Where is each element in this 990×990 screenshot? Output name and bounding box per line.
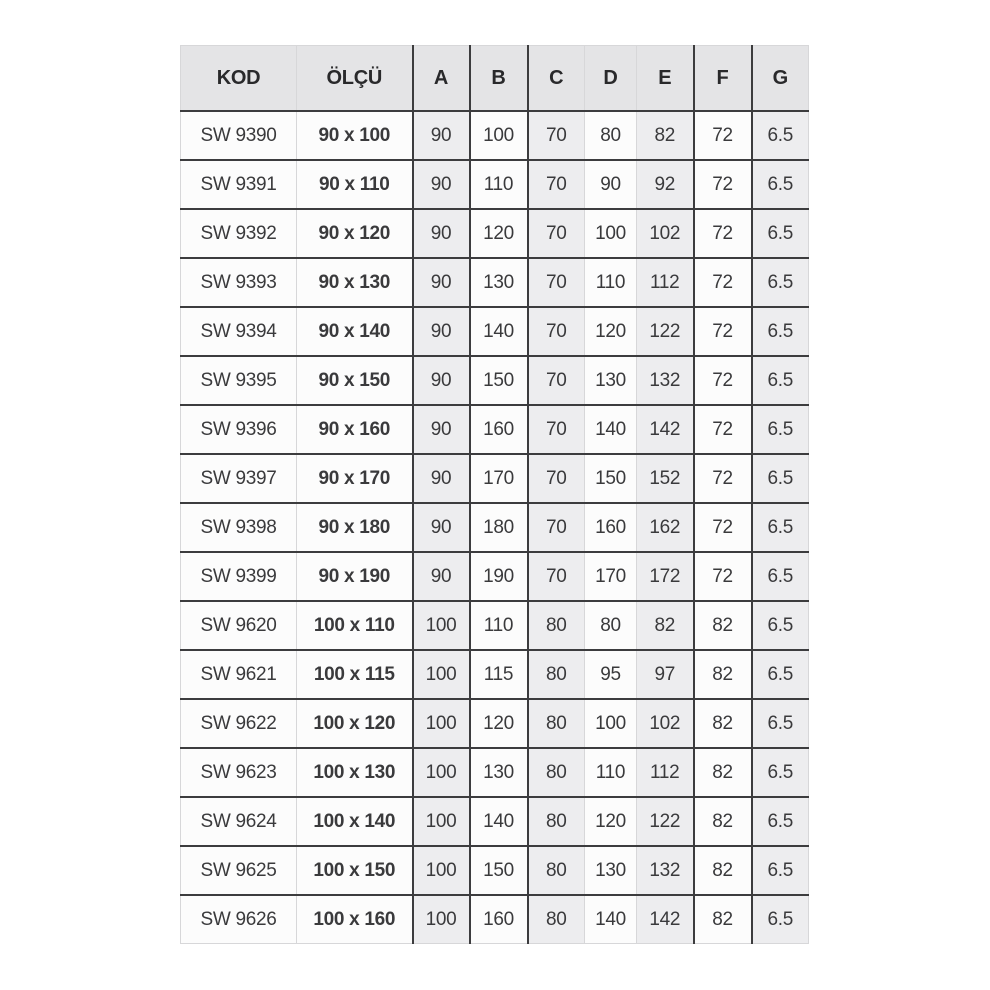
f-cell: 72 — [694, 356, 752, 405]
d-cell: 120 — [585, 797, 637, 846]
kod-cell: SW 9625 — [181, 846, 297, 895]
c-cell: 80 — [528, 699, 585, 748]
kod-cell: SW 9391 — [181, 160, 297, 209]
header-row — [181, 46, 809, 112]
g-cell: 6.5 — [752, 650, 809, 699]
b-cell: 170 — [470, 454, 528, 503]
f-cell: 72 — [694, 307, 752, 356]
b-cell: 160 — [470, 405, 528, 454]
a-cell: 100 — [413, 650, 470, 699]
b-cell: 150 — [470, 356, 528, 405]
e-cell: 82 — [637, 111, 694, 160]
spec-table — [180, 45, 809, 944]
c-cell: 80 — [528, 601, 585, 650]
table-row — [181, 601, 809, 650]
kod-cell: SW 9623 — [181, 748, 297, 797]
e-cell: 162 — [637, 503, 694, 552]
g-cell: 6.5 — [752, 258, 809, 307]
table-row — [181, 650, 809, 699]
g-cell: 6.5 — [752, 209, 809, 258]
olcu-cell: 100 x 120 — [297, 699, 413, 748]
e-cell: 132 — [637, 356, 694, 405]
d-cell: 120 — [585, 307, 637, 356]
kod-cell: SW 9624 — [181, 797, 297, 846]
a-cell: 100 — [413, 748, 470, 797]
g-cell: 6.5 — [752, 356, 809, 405]
olcu-cell: 100 x 115 — [297, 650, 413, 699]
olcu-cell: 90 x 160 — [297, 405, 413, 454]
e-cell: 122 — [637, 797, 694, 846]
table-row — [181, 258, 809, 307]
table-row — [181, 748, 809, 797]
f-cell: 82 — [694, 601, 752, 650]
table-row — [181, 405, 809, 454]
b-cell: 100 — [470, 111, 528, 160]
table-row — [181, 503, 809, 552]
kod-cell: SW 9396 — [181, 405, 297, 454]
column-header-f: F — [694, 46, 752, 112]
column-header-kod: KOD — [181, 46, 297, 112]
g-cell: 6.5 — [752, 748, 809, 797]
b-cell: 115 — [470, 650, 528, 699]
c-cell: 70 — [528, 160, 585, 209]
g-cell: 6.5 — [752, 503, 809, 552]
table-row — [181, 797, 809, 846]
c-cell: 80 — [528, 797, 585, 846]
e-cell: 97 — [637, 650, 694, 699]
column-header-c: C — [528, 46, 585, 112]
b-cell: 190 — [470, 552, 528, 601]
c-cell: 70 — [528, 111, 585, 160]
a-cell: 90 — [413, 405, 470, 454]
a-cell: 90 — [413, 454, 470, 503]
table-row — [181, 111, 809, 160]
f-cell: 82 — [694, 748, 752, 797]
a-cell: 100 — [413, 601, 470, 650]
a-cell: 100 — [413, 797, 470, 846]
column-header-e: E — [637, 46, 694, 112]
b-cell: 120 — [470, 209, 528, 258]
a-cell: 90 — [413, 160, 470, 209]
table-row — [181, 699, 809, 748]
g-cell: 6.5 — [752, 895, 809, 944]
b-cell: 110 — [470, 160, 528, 209]
e-cell: 142 — [637, 895, 694, 944]
olcu-cell: 90 x 120 — [297, 209, 413, 258]
olcu-cell: 100 x 160 — [297, 895, 413, 944]
table-row — [181, 454, 809, 503]
kod-cell: SW 9390 — [181, 111, 297, 160]
b-cell: 110 — [470, 601, 528, 650]
table-row — [181, 552, 809, 601]
d-cell: 140 — [585, 895, 637, 944]
a-cell: 90 — [413, 356, 470, 405]
c-cell: 70 — [528, 454, 585, 503]
e-cell: 112 — [637, 258, 694, 307]
g-cell: 6.5 — [752, 601, 809, 650]
b-cell: 130 — [470, 258, 528, 307]
f-cell: 72 — [694, 503, 752, 552]
table-row — [181, 895, 809, 944]
d-cell: 130 — [585, 356, 637, 405]
g-cell: 6.5 — [752, 454, 809, 503]
f-cell: 82 — [694, 650, 752, 699]
b-cell: 140 — [470, 307, 528, 356]
column-header-d: D — [585, 46, 637, 112]
d-cell: 110 — [585, 748, 637, 797]
b-cell: 160 — [470, 895, 528, 944]
olcu-cell: 90 x 180 — [297, 503, 413, 552]
d-cell: 100 — [585, 699, 637, 748]
table-row — [181, 209, 809, 258]
c-cell: 80 — [528, 846, 585, 895]
a-cell: 100 — [413, 846, 470, 895]
a-cell: 90 — [413, 258, 470, 307]
d-cell: 80 — [585, 601, 637, 650]
g-cell: 6.5 — [752, 846, 809, 895]
g-cell: 6.5 — [752, 307, 809, 356]
e-cell: 92 — [637, 160, 694, 209]
f-cell: 72 — [694, 552, 752, 601]
a-cell: 100 — [413, 699, 470, 748]
kod-cell: SW 9392 — [181, 209, 297, 258]
f-cell: 82 — [694, 895, 752, 944]
column-header-g: G — [752, 46, 809, 112]
olcu-cell: 100 x 150 — [297, 846, 413, 895]
e-cell: 82 — [637, 601, 694, 650]
table-body — [181, 111, 809, 944]
e-cell: 102 — [637, 699, 694, 748]
kod-cell: SW 9620 — [181, 601, 297, 650]
b-cell: 130 — [470, 748, 528, 797]
d-cell: 170 — [585, 552, 637, 601]
kod-cell: SW 9626 — [181, 895, 297, 944]
kod-cell: SW 9398 — [181, 503, 297, 552]
d-cell: 90 — [585, 160, 637, 209]
d-cell: 80 — [585, 111, 637, 160]
d-cell: 140 — [585, 405, 637, 454]
column-header-olcu: ÖLÇÜ — [297, 46, 413, 112]
g-cell: 6.5 — [752, 111, 809, 160]
a-cell: 100 — [413, 895, 470, 944]
olcu-cell: 90 x 140 — [297, 307, 413, 356]
d-cell: 110 — [585, 258, 637, 307]
olcu-cell: 90 x 130 — [297, 258, 413, 307]
g-cell: 6.5 — [752, 405, 809, 454]
kod-cell: SW 9397 — [181, 454, 297, 503]
g-cell: 6.5 — [752, 552, 809, 601]
g-cell: 6.5 — [752, 160, 809, 209]
c-cell: 70 — [528, 503, 585, 552]
olcu-cell: 100 x 130 — [297, 748, 413, 797]
kod-cell: SW 9394 — [181, 307, 297, 356]
f-cell: 82 — [694, 846, 752, 895]
c-cell: 70 — [528, 258, 585, 307]
e-cell: 172 — [637, 552, 694, 601]
a-cell: 90 — [413, 111, 470, 160]
e-cell: 152 — [637, 454, 694, 503]
olcu-cell: 100 x 110 — [297, 601, 413, 650]
olcu-cell: 90 x 190 — [297, 552, 413, 601]
f-cell: 72 — [694, 405, 752, 454]
c-cell: 70 — [528, 307, 585, 356]
olcu-cell: 90 x 110 — [297, 160, 413, 209]
f-cell: 72 — [694, 454, 752, 503]
kod-cell: SW 9621 — [181, 650, 297, 699]
d-cell: 160 — [585, 503, 637, 552]
f-cell: 72 — [694, 111, 752, 160]
e-cell: 112 — [637, 748, 694, 797]
olcu-cell: 100 x 140 — [297, 797, 413, 846]
c-cell: 70 — [528, 209, 585, 258]
e-cell: 122 — [637, 307, 694, 356]
f-cell: 82 — [694, 797, 752, 846]
olcu-cell: 90 x 170 — [297, 454, 413, 503]
e-cell: 132 — [637, 846, 694, 895]
c-cell: 80 — [528, 895, 585, 944]
olcu-cell: 90 x 150 — [297, 356, 413, 405]
olcu-cell: 90 x 100 — [297, 111, 413, 160]
b-cell: 180 — [470, 503, 528, 552]
column-header-b: B — [470, 46, 528, 112]
kod-cell: SW 9622 — [181, 699, 297, 748]
d-cell: 150 — [585, 454, 637, 503]
table-row — [181, 307, 809, 356]
kod-cell: SW 9393 — [181, 258, 297, 307]
f-cell: 72 — [694, 258, 752, 307]
d-cell: 130 — [585, 846, 637, 895]
d-cell: 95 — [585, 650, 637, 699]
a-cell: 90 — [413, 503, 470, 552]
table-row — [181, 356, 809, 405]
kod-cell: SW 9395 — [181, 356, 297, 405]
f-cell: 72 — [694, 160, 752, 209]
b-cell: 150 — [470, 846, 528, 895]
c-cell: 80 — [528, 748, 585, 797]
e-cell: 142 — [637, 405, 694, 454]
kod-cell: SW 9399 — [181, 552, 297, 601]
g-cell: 6.5 — [752, 699, 809, 748]
e-cell: 102 — [637, 209, 694, 258]
g-cell: 6.5 — [752, 797, 809, 846]
c-cell: 70 — [528, 356, 585, 405]
a-cell: 90 — [413, 307, 470, 356]
c-cell: 80 — [528, 650, 585, 699]
c-cell: 70 — [528, 552, 585, 601]
f-cell: 72 — [694, 209, 752, 258]
f-cell: 82 — [694, 699, 752, 748]
column-header-a: A — [413, 46, 470, 112]
c-cell: 70 — [528, 405, 585, 454]
a-cell: 90 — [413, 552, 470, 601]
b-cell: 120 — [470, 699, 528, 748]
b-cell: 140 — [470, 797, 528, 846]
table-row — [181, 160, 809, 209]
a-cell: 90 — [413, 209, 470, 258]
d-cell: 100 — [585, 209, 637, 258]
table-row — [181, 846, 809, 895]
